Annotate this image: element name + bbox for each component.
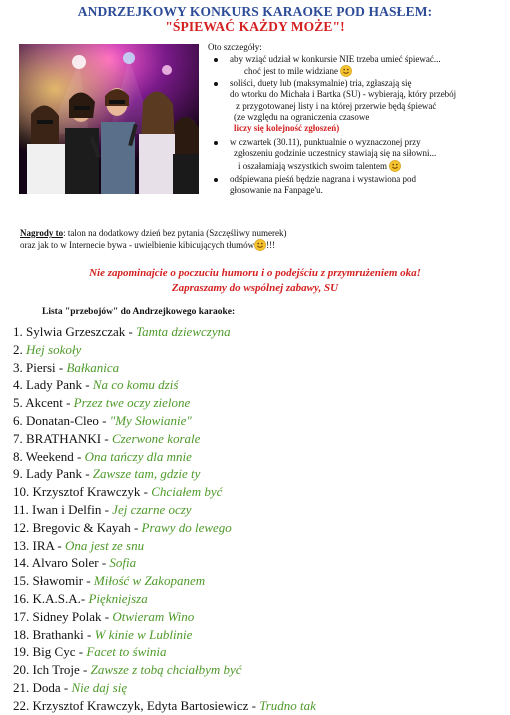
song-artist: Weekend - — [25, 448, 85, 464]
song-title: Bałkanica — [66, 359, 120, 375]
header-slogan: "ŚPIEWAĆ KAŻDY MOŻE"! — [165, 19, 345, 34]
song-artist: Sławomir - — [32, 573, 94, 589]
song-title: Chciałem być — [151, 484, 223, 500]
song-title: W kinie w Lublinie — [94, 626, 193, 642]
song-number: 6. — [13, 412, 26, 428]
song-number: 3. — [13, 359, 26, 375]
song-title: Jej czarne oczy — [112, 501, 192, 517]
song-title: Czerwone korale — [111, 430, 201, 446]
song-title: "My Słowianie" — [109, 412, 192, 428]
song-artist: Piersi - — [26, 359, 67, 375]
details-list — [208, 54, 504, 196]
details-section — [208, 42, 504, 197]
song-list-item — [13, 537, 316, 555]
song-title: Tamta dziewczyna — [136, 324, 231, 339]
song-list-item — [13, 448, 316, 466]
song-title: Facet to świnia — [86, 644, 167, 660]
song-number: 12. — [13, 519, 33, 535]
song-list-item — [13, 519, 316, 537]
song-number: 7. — [13, 430, 26, 446]
smiley-icon — [340, 65, 352, 77]
song-title: Sofia — [109, 555, 137, 571]
song-list-item — [13, 572, 316, 590]
song-list-item — [13, 323, 316, 341]
list-item: odśpiewana pieśń będzie nagrana i wystawiona pod głosowanie na Fanpage'u. — [208, 174, 504, 196]
song-list-item — [13, 608, 316, 626]
song-list-item — [13, 412, 316, 430]
list-item: soliści, duety lub (maksymalnie) tria, zgłaszają się do wtorku do Michała i Bartka (SU) - wybierają, który przebój z przygotowanej listy i na której przerwie będą śpiewać (ze względu na ograniczenia czasowe liczy się kolejność zgłoszeń) — [208, 78, 504, 134]
prizes-label: Nagrody to — [20, 228, 64, 238]
song-number: 22. — [13, 697, 33, 713]
song-number: 16. — [13, 590, 33, 606]
song-artist: Doda - — [32, 679, 72, 695]
song-title: Zawsze tam, gdzie ty — [92, 466, 201, 482]
song-artist: Big Cyc - — [32, 644, 87, 660]
song-title: Piękniejsza — [88, 590, 148, 606]
song-number: 15. — [13, 573, 33, 589]
song-list — [13, 323, 316, 715]
song-number: 4. — [13, 377, 26, 393]
song-title: Prawy do lewego — [141, 519, 232, 535]
song-list-item — [13, 590, 316, 608]
song-list-item — [13, 430, 316, 448]
song-title: Otwieram Wino — [112, 608, 195, 624]
song-list-item — [13, 697, 316, 715]
song-artist: IRA - — [32, 537, 65, 553]
song-number: 19. — [13, 644, 33, 660]
song-number: 17. — [13, 608, 33, 624]
song-artist: Alvaro Soler - — [31, 555, 110, 571]
song-list-item — [13, 626, 316, 644]
song-list-title: Lista "przebojów" do Andrzejkowego karaoke: — [42, 307, 236, 317]
song-title: Trudno tak — [259, 697, 316, 713]
song-list-item — [13, 376, 316, 394]
song-number: 2. — [13, 341, 26, 357]
smiley-icon — [254, 239, 266, 251]
song-list-item — [13, 465, 316, 483]
song-artist: Krzysztof Krawczyk, Edyta Bartosiewicz - — [32, 697, 260, 713]
song-number: 8. — [13, 448, 26, 464]
header-title: ANDRZEJKOWY KONKURS KARAOKE POD HASŁEM: — [77, 4, 433, 19]
song-title: Ona tańczy dla mnie — [84, 448, 192, 464]
song-title: Hej sokoły — [26, 341, 82, 357]
details-intro: Oto szczegóły: — [208, 42, 262, 52]
song-artist: Donatan-Cleo - — [26, 412, 110, 428]
song-artist: Iwan i Delfin - — [32, 501, 113, 517]
song-title: Nie daj się — [71, 679, 128, 695]
song-artist: Sidney Polak - — [32, 608, 113, 624]
song-number: 5. — [13, 395, 26, 411]
song-number: 13. — [13, 537, 33, 553]
song-list-item — [13, 554, 316, 572]
song-number: 1. — [13, 324, 26, 339]
slogan-line: Nie zapominajcie o poczuciu humoru i o podejściu z przymrużeniem oka! — [89, 267, 421, 279]
slogan-signature: Zapraszamy do wspólnej zabawy, SU — [171, 282, 339, 294]
song-title: Przez twe oczy zielone — [73, 395, 191, 411]
song-list-item — [13, 679, 316, 697]
smiley-icon — [389, 160, 401, 172]
song-number: 10. — [13, 484, 33, 500]
song-title: Miłość w Zakopanem — [93, 573, 206, 589]
song-number: 21. — [13, 679, 33, 695]
song-artist: K.A.S.A.- — [32, 590, 89, 606]
prizes-section: Nagrody to: talon na dodatkowy dzień bez pytania (Szczęśliwy numerek) oraz jak to w Internecie bywa - uwielbienie kibicujących tłumów !!! — [20, 228, 287, 250]
song-list-item — [13, 483, 316, 501]
song-title: Na co komu dziś — [92, 377, 179, 393]
list-item: w czwartek (30.11), punktualnie o wyznaczonej przy zgłoszeniu godzinie uczestnicy stawiają się na siłowni... i oszałamiają wszystkich swoim talentem — [208, 137, 504, 172]
karaoke-photo — [19, 44, 199, 194]
song-number: 20. — [13, 662, 33, 678]
song-artist: BRATHANKI - — [26, 430, 112, 446]
song-list-item — [13, 501, 316, 519]
song-title: Ona jest ze snu — [65, 537, 145, 553]
song-number: 11. — [13, 501, 33, 517]
song-artist: Brathanki - — [32, 626, 95, 642]
song-list-item — [13, 359, 316, 377]
song-list-item — [13, 661, 316, 679]
song-artist: Lady Pank - — [26, 377, 93, 393]
song-artist: Akcent - — [25, 395, 74, 411]
song-artist: Krzysztof Krawczyk - — [32, 484, 152, 500]
song-artist: Ich Troje - — [32, 662, 91, 678]
song-number: 18. — [13, 626, 33, 642]
song-number: 9. — [13, 466, 26, 482]
song-list-item — [13, 394, 316, 412]
list-item: aby wziąć udział w konkursie NIE trzeba umieć śpiewać... choć jest to mile widziane — [208, 54, 504, 77]
song-list-item — [13, 341, 316, 359]
song-artist: Sylwia Grzeszczak - — [26, 324, 137, 339]
song-title: Zawsze z tobą chciałbym być — [90, 662, 242, 678]
song-artist: Bregovic & Kayah - — [32, 519, 142, 535]
song-list-item — [13, 643, 316, 661]
song-number: 14. — [13, 555, 32, 571]
song-artist: Lady Pank - — [26, 466, 93, 482]
